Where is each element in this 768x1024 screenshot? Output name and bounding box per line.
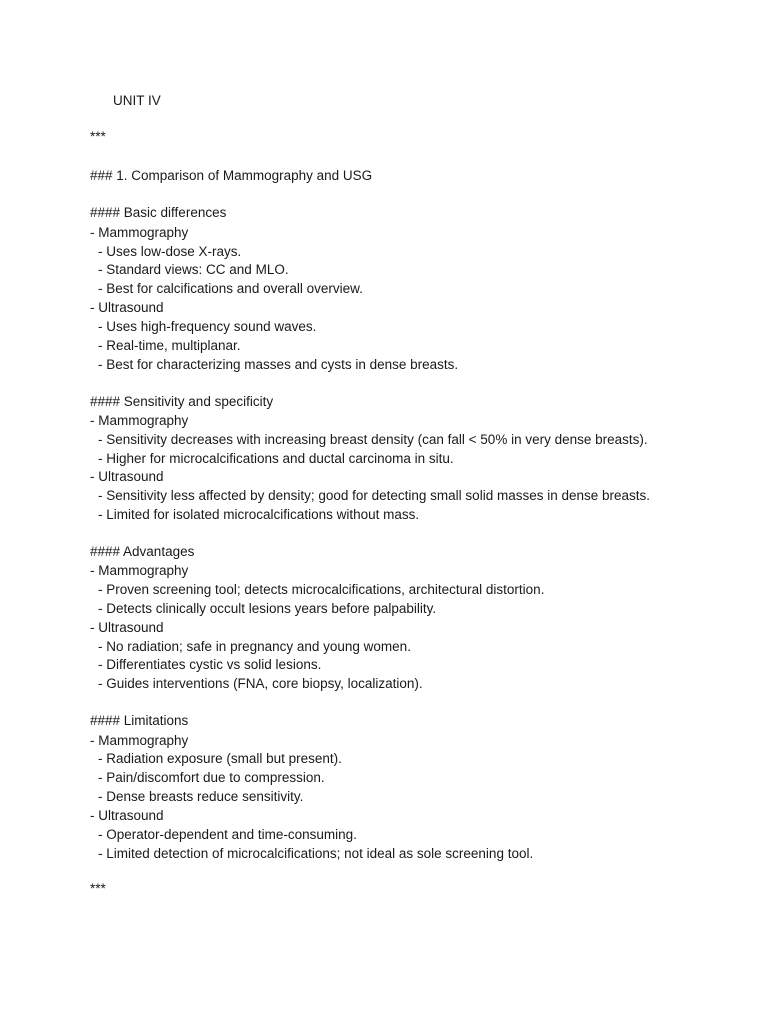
group-label-ultrasound: - Ultrasound [90, 808, 164, 823]
list-item: - Differentiates cystic vs solid lesions. [98, 657, 322, 672]
separator-bottom: *** [90, 881, 106, 896]
block-heading-advantages: #### Advantages [90, 544, 195, 559]
group-label-ultrasound: - Ultrasound [90, 300, 164, 315]
list-item: - Real-time, multiplanar. [98, 338, 241, 353]
block-heading-limitations: #### Limitations [90, 713, 189, 728]
list-item: - Uses high-frequency sound waves. [98, 319, 317, 334]
list-item: - Sensitivity decreases with increasing breast density (can fall < 50% in very dense breasts). [98, 432, 648, 447]
list-item: - Dense breasts reduce sensitivity. [98, 789, 304, 804]
group-label-mammography: - Mammography [90, 563, 189, 578]
separator-top: *** [90, 129, 106, 144]
list-item: - Radiation exposure (small but present). [98, 751, 342, 766]
list-item: - Best for characterizing masses and cysts in dense breasts. [98, 357, 459, 372]
block-heading-basic-differences: #### Basic differences [90, 205, 227, 220]
unit-title: UNIT IV [113, 93, 161, 108]
list-item: - Guides interventions (FNA, core biopsy, localization). [98, 676, 423, 691]
list-item: - Detects clinically occult lesions years before palpability. [98, 601, 437, 616]
list-item: - Pain/discomfort due to compression. [98, 770, 325, 785]
list-item: - Higher for microcalcifications and ductal carcinoma in situ. [98, 451, 454, 466]
list-item: - Limited for isolated microcalcifications without mass. [98, 507, 420, 522]
list-item: - Standard views: CC and MLO. [98, 262, 289, 277]
group-label-mammography: - Mammography [90, 733, 189, 748]
list-item: - Sensitivity less affected by density; good for detecting small solid masses in dense breasts. [98, 488, 651, 503]
group-label-mammography: - Mammography [90, 413, 189, 428]
list-item: - Best for calcifications and overall overview. [98, 281, 363, 296]
list-item: - Limited detection of microcalcifications; not ideal as sole screening tool. [98, 846, 534, 861]
group-label-ultrasound: - Ultrasound [90, 620, 164, 635]
block-heading-sensitivity: #### Sensitivity and specificity [90, 394, 274, 409]
list-item: - Uses low-dose X-rays. [98, 244, 242, 259]
section-heading: ### 1. Comparison of Mammography and USG [90, 168, 373, 183]
list-item: - Operator-dependent and time-consuming. [98, 827, 357, 842]
list-item: - Proven screening tool; detects microcalcifications, architectural distortion. [98, 582, 545, 597]
list-item: - No radiation; safe in pregnancy and young women. [98, 639, 411, 654]
group-label-ultrasound: - Ultrasound [90, 469, 164, 484]
group-label-mammography: - Mammography [90, 225, 189, 240]
